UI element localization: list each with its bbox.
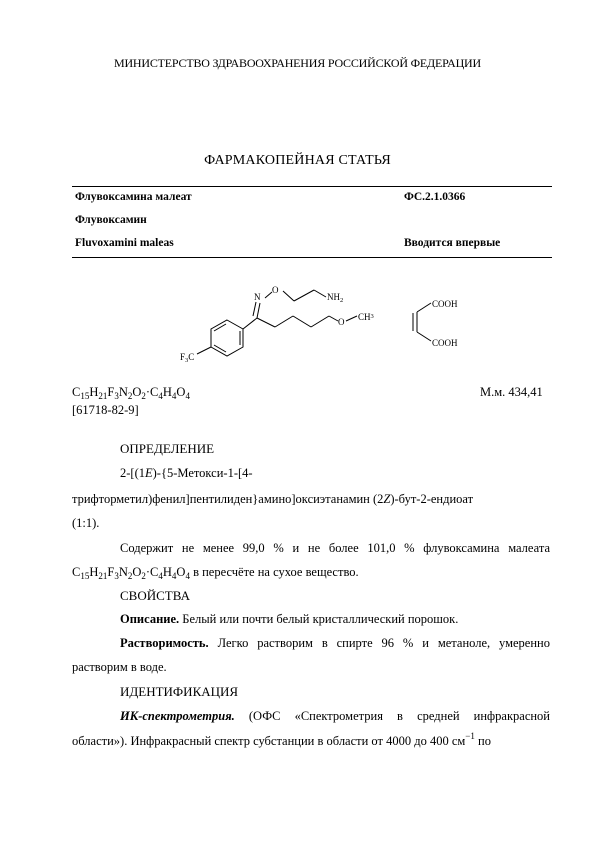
chem-name-line2: трифторметил)фенил]пентилиден}амино]оксиэтанамин (2Z)-бут-2-ендиоат — [72, 492, 474, 506]
structural-formula — [0, 270, 595, 380]
svg-text:CH3 — [358, 312, 374, 322]
monograph-name-lat: Fluvoxamini maleas — [75, 237, 174, 249]
svg-text:NH2 — [327, 292, 343, 304]
bottom-rule — [72, 257, 552, 258]
monograph-alt-name: Флувоксамин — [75, 214, 147, 226]
atom-ch-sub: 3 — [370, 313, 374, 320]
benzene-ring — [211, 320, 243, 356]
atom-c: C — [188, 352, 195, 362]
identification-heading: ИДЕНТИФИКАЦИЯ — [120, 684, 239, 699]
content-line2: $C_{15}H_{21}F_3N_2O_2\cdot C_4H_4O_4$ в пересчёте на сухое вещество. — [72, 565, 359, 581]
monograph-name-ru: Флувоксамина малеат — [75, 191, 192, 203]
description-line: Описание. Белый или почти белый кристаллический порошок. — [120, 612, 459, 626]
atom-ch: CH — [358, 312, 371, 322]
cooh-bottom: COOH — [432, 338, 458, 348]
top-rule — [72, 186, 552, 187]
definition-heading: ОПРЕДЕЛЕНИЕ — [120, 441, 215, 456]
monograph-status: Вводится впервые — [404, 237, 501, 249]
molecular-formula: $C_{15}H_{21}F_3N_2O_2\cdot C_4H_4O_4$ — [72, 385, 190, 401]
content-line1: Содержит не менее 99,0 % и не более 101,0 % флувоксамина малеата — [120, 541, 550, 555]
molecular-weight: М.м. 434,41 — [480, 385, 543, 399]
cas-number: [61718-82-9] — [72, 403, 139, 417]
atom-o2: O — [338, 317, 345, 327]
atom-f: F — [180, 352, 186, 362]
chem-name-line1: 2-[(1E)-{5-Метокси-1-[4- — [120, 466, 253, 480]
atom-f-sub: 3 — [185, 357, 189, 364]
svg-text:F3C — [180, 352, 194, 364]
article-title: ФАРМАКОПЕЙНАЯ СТАТЬЯ — [204, 153, 391, 168]
properties-heading: СВОЙСТВА — [120, 588, 190, 603]
monograph-code: ФС.2.1.0366 — [404, 191, 466, 203]
ir-line2: области»). Инфракрасный спектр субстанции в области от 4000 до 400 $см^{-1}$ по — [72, 731, 491, 748]
cooh-top: COOH — [432, 299, 458, 309]
ir-line1: ИК-спектрометрия. (ОФС «Спектрометрия в средней инфракрасной — [120, 709, 550, 723]
atom-nh: NH — [327, 292, 340, 302]
solubility-line2: растворим в воде. — [72, 660, 167, 674]
atom-n: N — [254, 292, 261, 302]
ministry-header: МИНИСТЕРСТВО ЗДРАВООХРАНЕНИЯ РОССИЙСКОЙ ФЕДЕРАЦИИ — [114, 56, 481, 70]
atom-o1: O — [272, 285, 279, 295]
atom-nh-sub: 2 — [340, 297, 344, 304]
solubility-line1: Растворимость. Легко растворим в спирте 96 % и метаноле, умеренно — [120, 636, 550, 650]
chem-name-line3: (1:1). — [72, 516, 100, 530]
